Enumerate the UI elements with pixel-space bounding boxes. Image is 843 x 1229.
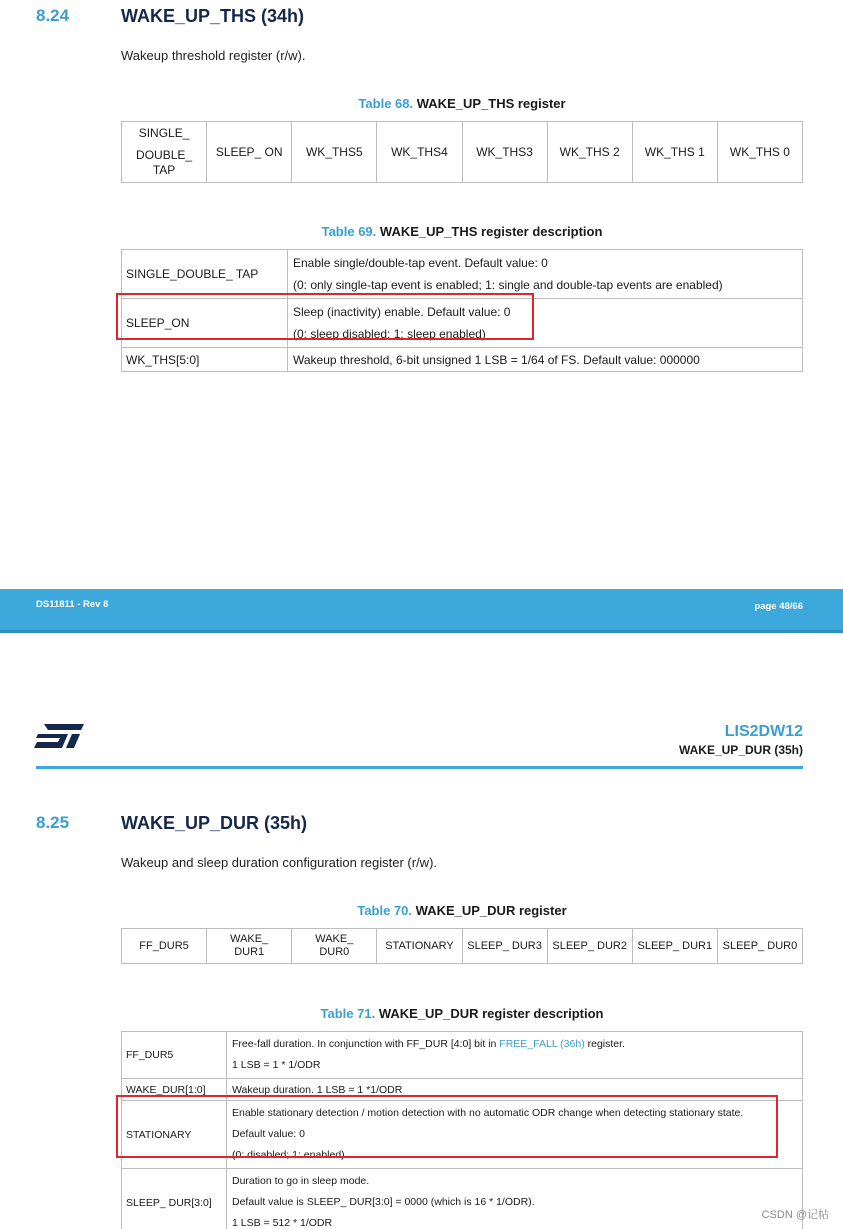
st-logo-icon: [34, 722, 86, 755]
table-70-caption: [121, 903, 803, 918]
section-number: 8.24: [36, 6, 70, 25]
bit-cell: WK_THS5: [292, 122, 377, 183]
bit-name: SLEEP_ON: [122, 299, 288, 348]
table-number: Table 71.: [320, 1006, 376, 1021]
bit-description: Duration to go in sleep mode. Default value is SLEEP_ DUR[3:0] = 0000 (which is 16 * 1/ODR). 1 LSB = 512 * 1/ODR: [227, 1169, 803, 1229]
section-description: Wakeup threshold register (r/w).: [121, 48, 306, 63]
table-caption-text: WAKE_UP_THS register description: [376, 224, 603, 239]
bit-name: FF_DUR5: [122, 1032, 227, 1079]
bit-cell: STATIONARY: [377, 929, 462, 964]
section-description: Wakeup and sleep duration configuration register (r/w).: [121, 855, 438, 870]
table-row: [122, 250, 803, 299]
product-name: LIS2DW12: [724, 723, 803, 740]
bit-cell: WK_THS 2: [547, 122, 632, 183]
table-69-caption: [121, 224, 803, 239]
section-title: WAKE_UP_THS (34h): [121, 6, 305, 26]
bit-cell: WK_THS4: [377, 122, 462, 183]
table-68-caption: [121, 96, 803, 111]
bit-cell: SLEEP_ DUR0: [717, 929, 802, 964]
bit-cell: WK_THS 1: [632, 122, 717, 183]
highlight-box: [116, 1095, 778, 1158]
bit-name: STATIONARY: [122, 1101, 227, 1169]
highlight-box: [116, 293, 534, 340]
doc-revision: DS11811 - Rev 8: [36, 599, 109, 610]
footer-divider: [0, 630, 843, 633]
bit-cell: WK_THS3: [462, 122, 547, 183]
header-register: WAKE_UP_DUR (35h): [678, 743, 803, 757]
free-fall-register-link[interactable]: FREE_FALL (36h): [499, 1038, 585, 1050]
bit-description: Enable stationary detection / motion detection with no automatic ODR change when detecting stationary state. Default value: 0 (0: disabled; 1: enabled): [227, 1101, 803, 1169]
table-row: [122, 1032, 803, 1079]
bit-name: SLEEP_ DUR[3:0]: [122, 1169, 227, 1229]
table-71-caption: [121, 1006, 803, 1021]
section-title: WAKE_UP_DUR (35h): [121, 813, 308, 833]
bit-description: Wakeup duration. 1 LSB = 1 *1/ODR: [227, 1079, 803, 1101]
bit-description: Enable single/double-tap event. Default value: 0 (0: only single-tap event is enabled; 1: single and double-tap events are enabled): [288, 250, 803, 299]
table-row: [122, 348, 803, 372]
header-divider: [36, 766, 803, 769]
bit-name: WAKE_DUR[1:0]: [122, 1079, 227, 1101]
bit-name: SINGLE_DOUBLE_ TAP: [122, 250, 288, 299]
bit-cell: WK_THS 0: [717, 122, 802, 183]
section-number: 8.25: [36, 813, 70, 832]
register-map-table: [121, 121, 803, 183]
bit-cell: SLEEP_ DUR1: [632, 929, 717, 964]
bit-description: Wakeup threshold, 6-bit unsigned 1 LSB = 1/64 of FS. Default value: 000000: [288, 348, 803, 372]
bit-cell: SLEEP_ DUR2: [547, 929, 632, 964]
bit-cell: SLEEP_ DUR3: [462, 929, 547, 964]
table-number: Table 68.: [358, 96, 414, 111]
page-number: page 48/66: [754, 601, 803, 612]
bit-cell: SLEEP_ ON: [207, 122, 292, 183]
bit-description: Sleep (inactivity) enable. Default value: 0 (0: sleep disabled; 1: sleep enabled): [288, 299, 803, 348]
table-row: [122, 1169, 803, 1229]
table-number: Table 70.: [357, 903, 413, 918]
watermark: CSDN @记帖: [761, 1209, 829, 1221]
table-number: Table 69.: [321, 224, 377, 239]
table-caption-text: WAKE_UP_DUR register: [412, 903, 567, 918]
table-caption-text: WAKE_UP_THS register: [413, 96, 566, 111]
register-map-table: [121, 928, 803, 964]
bit-name: WK_THS[5:0]: [122, 348, 288, 372]
bit-cell: WAKE_ DUR0: [292, 929, 377, 964]
table-caption-text: WAKE_UP_DUR register description: [375, 1006, 604, 1021]
bit-cell: WAKE_ DUR1: [207, 929, 292, 964]
bit-cell: FF_DUR5: [122, 929, 207, 964]
bit-cell: SINGLE_ DOUBLE_ TAP: [122, 122, 207, 183]
bit-description: Free-fall duration. In conjunction with FF_DUR [4:0] bit in FREE_FALL (36h) register. 1 LSB = 1 * 1/ODR: [227, 1032, 803, 1079]
page-footer: [0, 589, 843, 633]
